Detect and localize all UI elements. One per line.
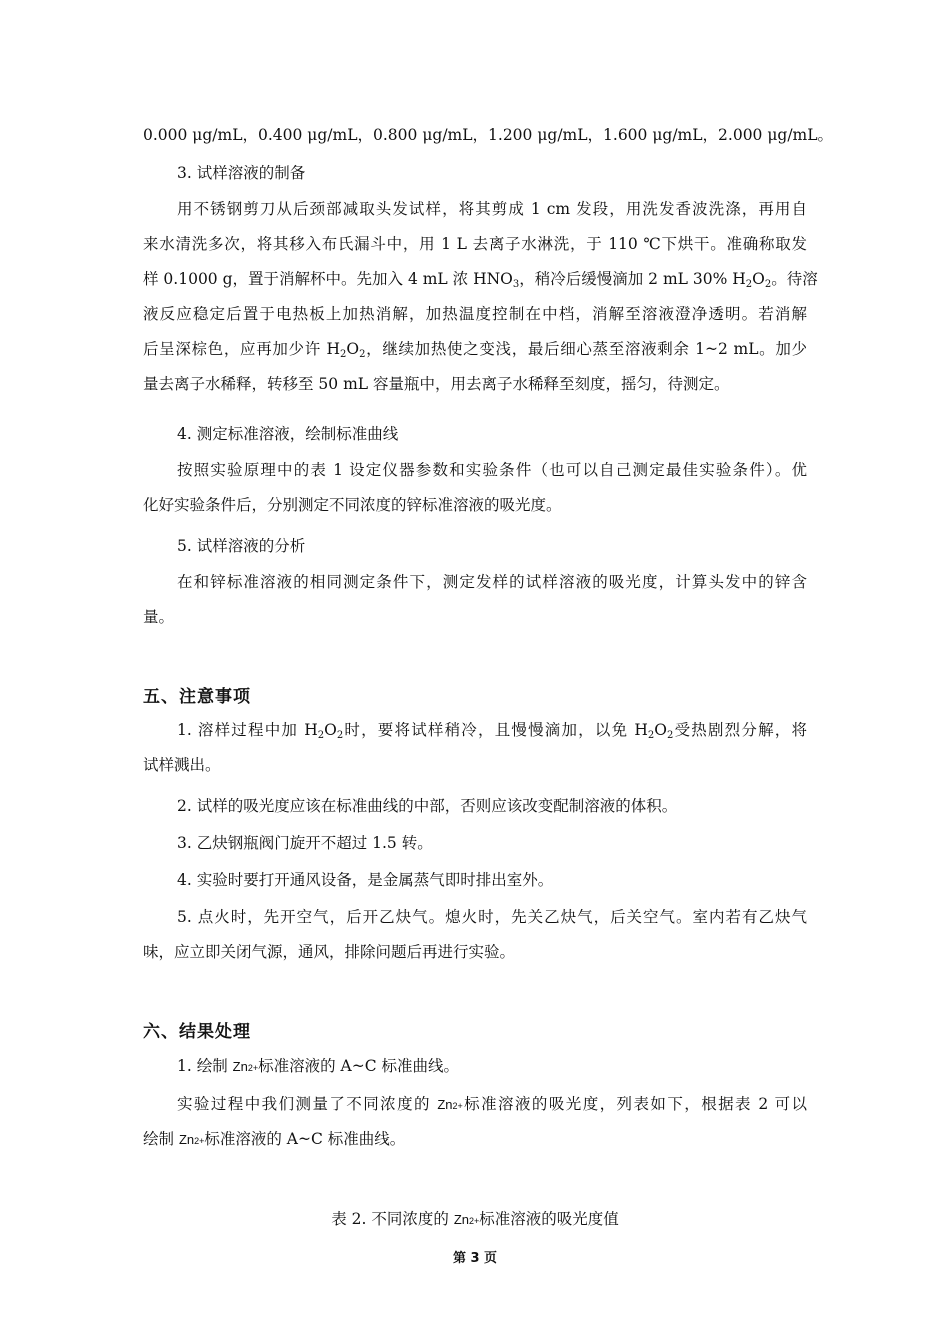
subscript: 2	[359, 349, 366, 360]
text-line: 按照实验原理中的表 1 设定仪器参数和实验条件（也可以自己测定最佳实验条件）。优	[177, 461, 807, 479]
text-line: 量去离子水稀释，转移至 50 mL 容量瓶中，用去离子水稀释至刻度，摇匀，待测定。	[143, 375, 730, 393]
text-fragment: 1. 溶样过程中加 H	[177, 721, 318, 739]
text-line: 化好实验条件后，分别测定不同浓度的锌标准溶液的吸光度。	[143, 496, 562, 514]
text-line: 量。	[143, 608, 175, 626]
chem-symbol: O	[752, 270, 765, 288]
text-line: 用不锈钢剪刀从后颈部减取头发试样，将其剪成 1 cm 发段，用洗发香波洗涤，再用自	[177, 200, 807, 218]
note3: 3. 乙炔钢瓶阀门旋开不超过 1.5 转。	[177, 834, 433, 852]
subscript: 2	[647, 730, 655, 741]
text-fragment: 1. 绘制	[177, 1057, 233, 1075]
text-fragment: ，稍冷后缓慢滴加 2 mL 30% H	[519, 270, 746, 288]
subscript: 2	[667, 730, 674, 741]
text-line	[143, 1129, 807, 1149]
text-line: 在和锌标准溶液的相同测定条件下，测定发样的试样溶液的吸光度，计算头发中的锌含	[177, 573, 807, 591]
step4-title: 4. 测定标准溶液，绘制标准曲线	[177, 425, 399, 443]
step3-title: 3. 试样溶液的制备	[177, 164, 306, 182]
text-line	[143, 339, 807, 359]
note4: 4. 实验时要打开通风设备，是金属蒸气即时排出室外。	[177, 871, 554, 889]
step3-paragraph	[143, 199, 818, 394]
text-fragment: 表 2. 不同浓度的	[331, 1210, 454, 1228]
table-caption	[0, 1209, 950, 1231]
page-number: 第 3 页	[452, 1251, 498, 1266]
text-fragment: ，继续加热使之变浅，最后细心蒸至溶液剩余 1~2 mL。加少	[365, 340, 807, 358]
subscript: 2	[336, 730, 344, 741]
section6-heading: 六、结果处理	[143, 1022, 251, 1042]
subscript: 2	[317, 730, 325, 741]
text-fragment: 实验过程中我们测量了不同浓度的	[177, 1095, 438, 1113]
text-fragment: 标准溶液的吸光度，列表如下，根据表 2 可以	[462, 1095, 807, 1113]
text-line: 液反应稳定后置于电热板上加热消解，加热温度控制在中档，消解至溶液澄净透明。若消解	[143, 305, 807, 323]
ion-charge: 2+	[247, 1063, 259, 1073]
step5-title: 5. 试样溶液的分析	[177, 537, 306, 555]
result-item1	[177, 1056, 950, 1078]
text-line: 味，应立即关闭气源，通风，排除问题后再进行实验。	[143, 943, 516, 961]
text-line: 试样溅出。	[143, 756, 221, 774]
text-fragment: 样 0.1000 g，置于消解杯中。先加入 4 mL 浓 HNO	[143, 270, 513, 288]
note5	[143, 907, 807, 962]
subscript: 2	[340, 349, 347, 360]
text-line	[143, 1094, 807, 1114]
text-fragment: 。待溶	[771, 270, 818, 288]
chem-symbol: Zn	[437, 1097, 453, 1112]
text-fragment: 标准溶液的 A~C 标准曲线。	[258, 1057, 459, 1075]
chem-symbol: Zn	[178, 1132, 195, 1147]
note2: 2. 试样的吸光度应该在标准曲线的中部，否则应该改变配制溶液的体积。	[177, 797, 678, 815]
chem-symbol: Zn	[232, 1059, 248, 1074]
text-line	[143, 269, 818, 290]
chem-symbol: O	[654, 721, 668, 739]
step4-paragraph	[143, 460, 807, 515]
text-line	[143, 720, 807, 740]
text-fragment: 时，要将试样稍冷，且慢慢滴加，以免 H	[343, 721, 648, 739]
chem-symbol: O	[346, 340, 360, 358]
subscript: 3	[512, 279, 520, 290]
ion-charge: 2+	[194, 1136, 205, 1146]
text-fragment: 绘制	[143, 1130, 179, 1148]
chem-symbol: O	[324, 721, 337, 739]
result-paragraph	[143, 1094, 807, 1149]
subscript: 2	[764, 279, 772, 290]
text-fragment: 标准溶液的吸光度值	[479, 1210, 619, 1228]
chem-symbol: Zn	[453, 1212, 469, 1227]
text-fragment: 后呈深棕色，应再加少许 H	[143, 340, 341, 358]
concentration-list: 0.000 μg/mL，0.400 μg/mL，0.800 μg/mL，1.200 μg/mL，1.600 μg/mL，2.000 μg/mL。	[143, 126, 834, 144]
step5-paragraph	[143, 572, 807, 627]
text-fragment: 受热剧烈分解，将	[673, 721, 807, 739]
note1	[143, 720, 807, 775]
section5-heading: 五、注意事项	[143, 687, 251, 707]
ion-charge: 2+	[468, 1216, 480, 1226]
ion-charge: 2+	[452, 1101, 463, 1111]
text-line: 来水清洗多次，将其移入布氏漏斗中，用 1 L 去离子水淋洗，于 110 ℃下烘干。准确称取发	[143, 235, 807, 253]
text-fragment: 标准溶液的 A~C 标准曲线。	[204, 1130, 406, 1148]
subscript: 2	[745, 279, 753, 290]
text-line: 5. 点火时，先开空气，后开乙炔气。熄火时，先关乙炔气，后关空气。室内若有乙炔气	[177, 908, 807, 926]
